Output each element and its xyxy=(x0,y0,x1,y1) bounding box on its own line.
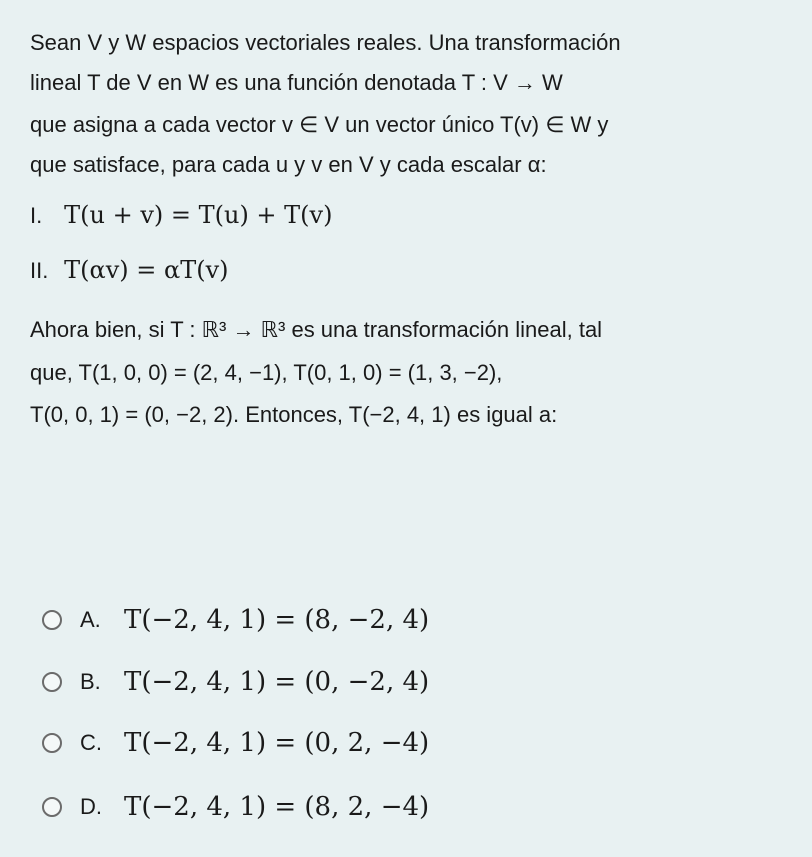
option-b-letter: B. xyxy=(80,669,101,694)
property-1-label: I. xyxy=(30,203,43,228)
option-d[interactable] xyxy=(42,790,429,824)
question-line-2: lineal T de V en W es una función denotada T : V → W xyxy=(30,70,563,95)
statement-line-1: Ahora bien, si T : ℝ³ → ℝ³ es una transformación lineal, tal xyxy=(30,317,603,342)
property-1 xyxy=(30,200,332,231)
option-d-letter: D. xyxy=(80,794,102,819)
radio-button-c[interactable] xyxy=(42,733,62,753)
property-2 xyxy=(30,255,229,286)
option-d-formula: T(−2, 4, 1) = (8, 2, −4) xyxy=(124,792,430,822)
property-2-formula: T(αv) = αT(v) xyxy=(64,256,229,284)
option-c-letter: C. xyxy=(80,730,102,755)
question-line-1: Sean V y W espacios vectoriales reales. Una transformación xyxy=(30,30,621,55)
question-line-3: que asigna a cada vector v ∈ V un vector único T(v) ∈ W y xyxy=(30,112,609,137)
option-a-formula: T(−2, 4, 1) = (8, −2, 4) xyxy=(124,605,430,635)
radio-button-a[interactable] xyxy=(42,610,62,630)
option-a[interactable] xyxy=(42,603,429,637)
radio-button-d[interactable] xyxy=(42,797,62,817)
option-a-letter: A. xyxy=(80,607,101,632)
property-1-formula: T(u + v) = T(u) + T(v) xyxy=(64,201,333,229)
option-b-formula: T(−2, 4, 1) = (0, −2, 4) xyxy=(124,667,430,697)
statement-line-3: T(0, 0, 1) = (0, −2, 2). Entonces, T(−2, 4, 1) es igual a: xyxy=(30,402,558,427)
question-line-4: que satisface, para cada u y v en V y cada escalar α: xyxy=(30,152,547,177)
option-c-formula: T(−2, 4, 1) = (0, 2, −4) xyxy=(124,728,430,758)
option-c[interactable] xyxy=(42,726,429,760)
property-2-label: II. xyxy=(30,258,49,283)
option-b[interactable] xyxy=(42,665,429,699)
radio-button-b[interactable] xyxy=(42,672,62,692)
statement-line-2: que, T(1, 0, 0) = (2, 4, −1), T(0, 1, 0) = (1, 3, −2), xyxy=(30,360,503,385)
